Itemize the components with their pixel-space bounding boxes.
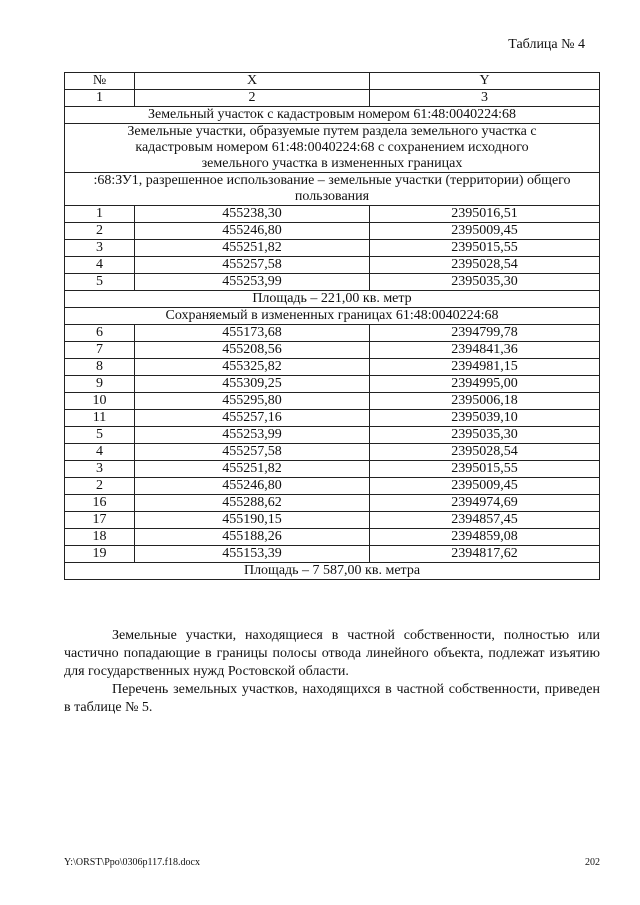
footer-file-path: Y:\ORST\Ppo\0306p117.f18.docx — [64, 857, 200, 868]
coord-x: 455246,80 — [135, 223, 370, 240]
point-number: 3 — [65, 240, 135, 257]
coord-y: 2395035,30 — [370, 427, 600, 444]
coord-y: 2394857,45 — [370, 512, 600, 529]
coord-y: 2394859,08 — [370, 529, 600, 546]
coord-y: 2394974,69 — [370, 495, 600, 512]
table-row — [65, 410, 600, 427]
subtitle-row — [65, 173, 600, 206]
coordinates-table — [64, 72, 600, 580]
table-row — [65, 274, 600, 291]
coord-y: 2395006,18 — [370, 393, 600, 410]
paragraph-2: Перечень земельных участков, находящихся в частной собственности, приведен в таблице № 5. — [64, 682, 600, 715]
header-num: № — [65, 73, 135, 90]
point-number: 17 — [65, 512, 135, 529]
coord-x: 455257,58 — [135, 444, 370, 461]
table-row — [65, 427, 600, 444]
section-desc-row — [65, 124, 600, 173]
coord-x: 455309,25 — [135, 376, 370, 393]
coord-y: 2394799,78 — [370, 325, 600, 342]
header-row — [65, 73, 600, 90]
coord-y: 2395009,45 — [370, 223, 600, 240]
table-caption: Таблица № 4 — [508, 37, 585, 52]
index-col-2: 2 — [135, 90, 370, 107]
table-row — [65, 546, 600, 563]
area-2: Площадь – 7 587,00 кв. метра — [65, 563, 600, 580]
coord-y: 2394841,36 — [370, 342, 600, 359]
index-col-3: 3 — [370, 90, 600, 107]
table-row — [65, 512, 600, 529]
coord-x: 455295,80 — [135, 393, 370, 410]
table-row — [65, 359, 600, 376]
header-x: X — [135, 73, 370, 90]
area-1: Площадь – 221,00 кв. метр — [65, 291, 600, 308]
plot-subtitle: :68:ЗУ1, разрешенное использование – земельные участки (территории) общего пользования — [65, 173, 600, 206]
coord-x: 455325,82 — [135, 359, 370, 376]
point-number: 18 — [65, 529, 135, 546]
area-row-1 — [65, 291, 600, 308]
coord-x: 455173,68 — [135, 325, 370, 342]
table-row — [65, 478, 600, 495]
point-number: 4 — [65, 444, 135, 461]
table-row — [65, 223, 600, 240]
table-row — [65, 257, 600, 274]
table-row — [65, 325, 600, 342]
coord-x: 455251,82 — [135, 240, 370, 257]
coord-x: 455257,58 — [135, 257, 370, 274]
table-row — [65, 495, 600, 512]
coord-x: 455253,99 — [135, 427, 370, 444]
table-row — [65, 240, 600, 257]
section-description: Земельные участки, образуемые путем раздела земельного участка с кадастровым номером 61:48:0040224:68 с сохранением исходного земельного участка в измененных границах — [65, 124, 600, 173]
point-number: 9 — [65, 376, 135, 393]
header-y: Y — [370, 73, 600, 90]
coord-x: 455253,99 — [135, 274, 370, 291]
point-number: 7 — [65, 342, 135, 359]
section-title: Земельный участок с кадастровым номером 61:48:0040224:68 — [65, 107, 600, 124]
point-number: 2 — [65, 478, 135, 495]
coord-y: 2395035,30 — [370, 274, 600, 291]
coord-x: 455246,80 — [135, 478, 370, 495]
point-number: 4 — [65, 257, 135, 274]
coord-y: 2395016,51 — [370, 206, 600, 223]
coord-y: 2395039,10 — [370, 410, 600, 427]
table-row — [65, 206, 600, 223]
coord-y: 2395015,55 — [370, 240, 600, 257]
point-number: 8 — [65, 359, 135, 376]
coord-x: 455188,26 — [135, 529, 370, 546]
table-row — [65, 529, 600, 546]
coord-y: 2394817,62 — [370, 546, 600, 563]
point-number: 11 — [65, 410, 135, 427]
coord-x: 455288,62 — [135, 495, 370, 512]
coord-y: 2395028,54 — [370, 257, 600, 274]
coord-y: 2394995,00 — [370, 376, 600, 393]
point-number: 6 — [65, 325, 135, 342]
preserved-subtitle: Сохраняемый в измененных границах 61:48:0040224:68 — [65, 308, 600, 325]
coord-y: 2394981,15 — [370, 359, 600, 376]
paragraph-1: Земельные участки, находящиеся в частной собственности, полностью или частично попадающие в границы полосы отвода линейного объекта, подлежат изъятию для государственных нужд Ростовской области. — [64, 628, 600, 679]
page-number: 202 — [585, 857, 600, 868]
coord-y: 2395028,54 — [370, 444, 600, 461]
subtitle-row-2 — [65, 308, 600, 325]
coord-x: 455208,56 — [135, 342, 370, 359]
coord-y: 2395009,45 — [370, 478, 600, 495]
index-col-1: 1 — [65, 90, 135, 107]
table-row — [65, 393, 600, 410]
table-row — [65, 444, 600, 461]
table-row — [65, 461, 600, 478]
section-title-row — [65, 107, 600, 124]
table-row — [65, 376, 600, 393]
point-number: 19 — [65, 546, 135, 563]
point-number: 16 — [65, 495, 135, 512]
point-number: 10 — [65, 393, 135, 410]
point-number: 3 — [65, 461, 135, 478]
index-row — [65, 90, 600, 107]
point-number: 5 — [65, 274, 135, 291]
coord-x: 455238,30 — [135, 206, 370, 223]
point-number: 1 — [65, 206, 135, 223]
area-row-2 — [65, 563, 600, 580]
coord-x: 455251,82 — [135, 461, 370, 478]
coord-x: 455153,39 — [135, 546, 370, 563]
coord-y: 2395015,55 — [370, 461, 600, 478]
point-number: 5 — [65, 427, 135, 444]
coord-x: 455190,15 — [135, 512, 370, 529]
table-row — [65, 342, 600, 359]
coord-x: 455257,16 — [135, 410, 370, 427]
point-number: 2 — [65, 223, 135, 240]
